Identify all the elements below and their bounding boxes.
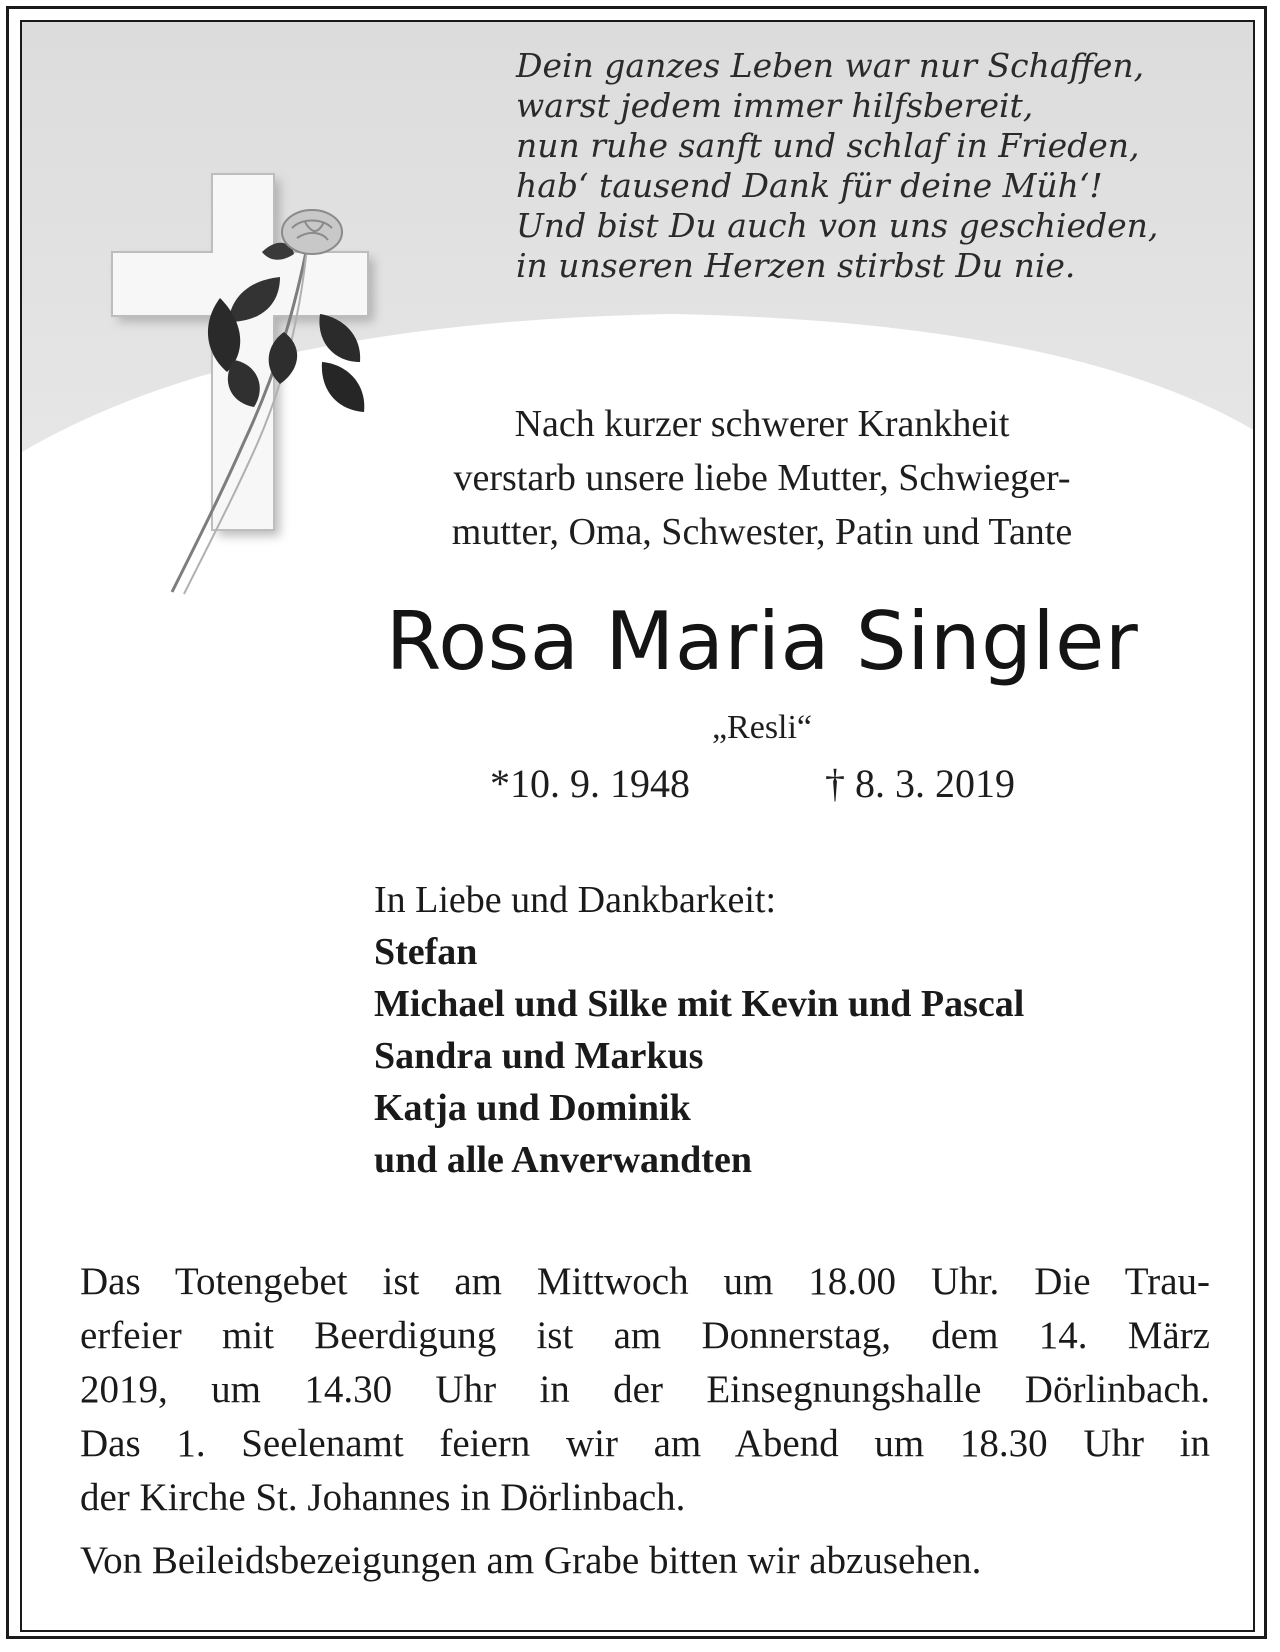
- funeral-line: Das 1. Seelenamt feiern wir am Abend um 18.30 Uhr in: [80, 1422, 1210, 1465]
- poem-line: in unseren Herzen stirbst Du nie.: [516, 246, 1076, 285]
- mourner-name: Michael und Silke mit Kevin und Pascal: [374, 983, 1025, 1025]
- intro-line: mutter, Oma, Schwester, Patin und Tante: [451, 511, 1073, 553]
- deceased-name: Rosa Maria Singler: [385, 595, 1139, 688]
- death-date: † 8. 3. 2019: [825, 761, 1015, 806]
- deceased-nickname: „Resli“: [711, 709, 813, 746]
- funeral-line: der Kirche St. Johannes in Dörlinbach.: [80, 1476, 686, 1519]
- intro-line: Nach kurzer schwerer Krankheit: [514, 403, 1010, 445]
- obituary-notice: [20, 20, 1255, 1632]
- announcement-intro: [352, 397, 1172, 559]
- mourner-name: und alle Anverwandten: [374, 1139, 752, 1181]
- poem: [516, 46, 1236, 286]
- birth-date: *10. 9. 1948: [490, 761, 690, 806]
- condolence-note: Von Beileidsbezeigungen am Grabe bitten wir abzusehen.: [80, 1539, 982, 1582]
- funeral-details: [80, 1255, 1210, 1525]
- poem-line: hab‘ tausend Dank für deine Müh‘!: [516, 166, 1103, 205]
- mourner-name: Stefan: [374, 931, 478, 973]
- mourner-names: [374, 926, 1194, 1186]
- mourner-name: Sandra und Markus: [374, 1035, 704, 1077]
- funeral-line: 2019, um 14.30 Uhr in der Einsegnungshalle Dörlinbach.: [80, 1368, 1210, 1411]
- funeral-line: Das Totengebet ist am Mittwoch um 18.00 Uhr. Die Trau-: [80, 1260, 1210, 1303]
- mourners-lead: In Liebe und Dankbarkeit:: [374, 879, 777, 921]
- intro-line: verstarb unsere liebe Mutter, Schwieger-: [453, 457, 1071, 499]
- poem-line: Dein ganzes Leben war nur Schaffen,: [516, 46, 1145, 85]
- mourner-name: Katja und Dominik: [374, 1087, 691, 1129]
- mourners-list: [374, 874, 1194, 1186]
- poem-line: Und bist Du auch von uns geschieden,: [516, 206, 1159, 245]
- funeral-line: erfeier mit Beerdigung ist am Donnerstag, dem 14. März: [80, 1314, 1210, 1357]
- poem-line: nun ruhe sanft und schlaf in Frieden,: [516, 126, 1140, 165]
- poem-line: warst jedem immer hilfsbereit,: [516, 86, 1034, 125]
